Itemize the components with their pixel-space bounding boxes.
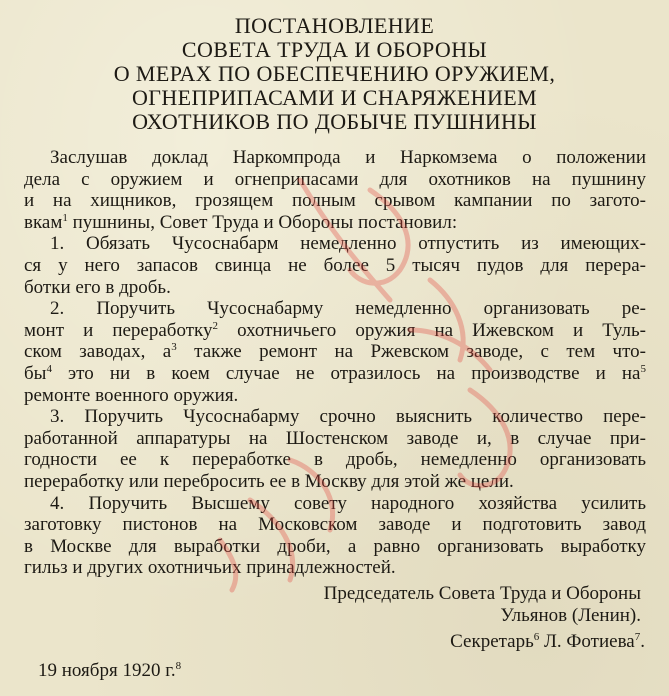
- document-date: 19 ноября 1920 г.$^8$: [38, 660, 182, 681]
- paragraph-4-line: 4. Поручить Высшему совету народного хозяйства усилить: [50, 492, 646, 514]
- text-line: вкам$^1$ пушнины, Совет Труда и Обороны постановил:: [24, 211, 458, 233]
- footnote-mark: 8: [175, 660, 182, 672]
- title-line: СОВЕТА ТРУДА И ОБОРОНЫ: [181, 37, 488, 62]
- paragraph-3-line: работанной аппаратуры на Шостенском заводе и, в случае при-: [24, 427, 646, 449]
- paragraph-4-line: заготовку пистонов на Московском заводе и подготовить завод: [24, 514, 646, 536]
- paragraph-3-line: 3. Поручить Чусоснабарму срочно выяснить количество пере-: [50, 406, 646, 428]
- text-line: дела с оружием и огнеприпасами для охотников на пушнину: [24, 168, 646, 190]
- secretary-signature: Секретарь$^6$ Л. Фотиева$^7$.: [450, 631, 645, 652]
- footnote-mark: 3: [171, 341, 177, 354]
- paragraph-1-line: ся у него запасов свинца не более 5 тысяч пудов для перера-: [24, 254, 646, 276]
- signature-title: Председатель Совета Труда и Обороны: [323, 583, 641, 604]
- paragraph-2-line: ском заводах, $а^3$ также ремонт на Ржевском заводе, с тем что-: [24, 341, 646, 363]
- footnote-mark: 7: [634, 631, 641, 643]
- paragraph-3-line: переработку или перебросить ее в Москву для этой же цели.: [24, 470, 514, 492]
- text-line: Заслушав доклад Наркомпрода и Наркомзема о положении: [50, 147, 646, 168]
- title-line: ПОСТАНОВЛЕНИЕ: [234, 13, 435, 38]
- paragraph-2-line: ремонте военного оружия.: [24, 384, 239, 406]
- secretary-name: Л. Фотиева: [544, 631, 635, 652]
- paragraph-2-line: $бы^4$ это ни в коем случае не отразилось на производстве и $на^5$: [24, 362, 646, 384]
- footnote-mark: 2: [212, 319, 218, 332]
- paragraph-1-line: ботки его в дробь.: [24, 276, 171, 298]
- footnote-mark: 6: [533, 631, 540, 643]
- paragraph-3-line: годности ее к переработке в дробь, немедленно организовать: [24, 449, 646, 471]
- paragraph-1-line: 1. Обязать Чусоснабарм немедленно отпустить из имеющих-: [50, 233, 646, 255]
- text-line: и на хищников, грозящем полным срывом кампании по загото-: [24, 190, 646, 212]
- signature-name: Ульянов (Ленин).: [500, 605, 641, 626]
- title-line: О МЕРАХ ПО ОБЕСПЕЧЕНИЮ ОРУЖИЕМ,: [113, 61, 556, 86]
- document-title: [0, 14, 669, 134]
- title-line: ОХОТНИКОВ ПО ДОБЫЧЕ ПУШНИНЫ: [132, 109, 537, 134]
- footnote-mark: 5: [640, 362, 646, 375]
- paragraph-2-line: монт и переработку$^2$ охотничьего оружия на Ижевском и Туль-: [24, 319, 647, 341]
- footnote-mark: 4: [46, 362, 52, 375]
- document-body: [24, 147, 646, 579]
- footnote-mark: 1: [62, 211, 68, 224]
- paragraph-4-line: в Москве для выработки дроби, а равно организовать выработку: [24, 535, 646, 557]
- paragraph-4-line: гильз и других охотничьих принадлежностей.: [24, 557, 396, 579]
- paragraph-2-line: 2. Поручить Чусоснабарму немедленно организовать ре-: [50, 298, 646, 320]
- title-line: ОГНЕПРИПАСАМИ И СНАРЯЖЕНИЕМ: [131, 85, 538, 110]
- secretary-label: Секретарь: [450, 631, 534, 652]
